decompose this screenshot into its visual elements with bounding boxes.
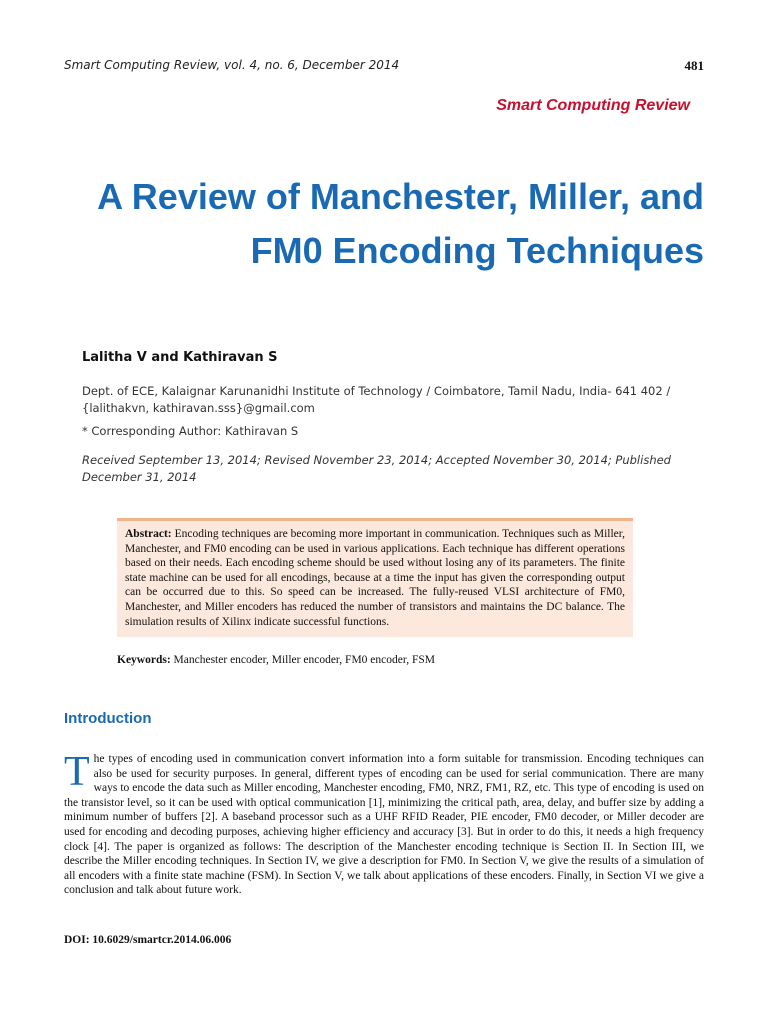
doi: DOI: 10.6029/smartcr.2014.06.006 xyxy=(64,934,232,946)
page-number: 481 xyxy=(684,58,704,73)
keywords-label: Keywords: xyxy=(117,654,171,666)
abstract-text: Encoding techniques are becoming more important in communication. Techniques such as Miller, Manchester, and FM0 encoding can be used in various applications. Each technique has different operations based on their needs. Each encoding scheme should be used without losing any of its parameters. The finite state machine can be used for all encodings, because at a time the input has given the corresponding output can be occurred due to this. So speed can be increased. The fully-reused VLSI architecture of FM0, Manchester, and Miller encoders has reduced the number of transistors and maintains the DC balance. The simulation results of Xilinx indicate successful functions. xyxy=(125,528,626,628)
publication-dates: Received September 13, 2014; Revised November 23, 2014; Accepted November 30, 2014; Published December 31, 2014 xyxy=(82,453,671,484)
affiliation: Dept. of ECE, Kalaignar Karunanidhi Institute of Technology / Coimbatore, Tamil Nadu, India- 641 402 / {lalithakvn, kathiravan.sss}@gmail.com xyxy=(82,384,671,415)
abstract-box xyxy=(117,518,633,637)
corresponding-author: * Corresponding Author: Kathiravan S xyxy=(82,424,299,438)
authors: Lalitha V and Kathiravan S xyxy=(82,350,278,365)
paper-title: A Review of Manchester, Miller, and FM0 Encoding Techniques xyxy=(97,176,704,271)
keywords xyxy=(117,654,637,666)
drop-cap: T xyxy=(64,749,90,795)
keywords-text: Manchester encoder, Miller encoder, FM0 encoder, FSM xyxy=(173,654,435,666)
journal-mark: Smart Computing Review xyxy=(496,97,690,114)
running-head: Smart Computing Review, vol. 4, no. 6, December 2014 xyxy=(64,58,400,72)
introduction-body xyxy=(64,749,704,898)
introduction-text: he types of encoding used in communication convert information into a form suitable for transmission. Encoding techniques can also be used for security purposes. In general, different types of encoding can be used for serial communication. There are many ways to encode the data such as Miller encoding, Manchester encoding, FM0, NRZ, FM1, RZ, etc. This type of encoding is used on the transistor level, so it can be used with optical communication [1], minimizing the critical path, area, delay, and buffer size by adding a minimum number of buffers [2]. A baseband processor such as a UHF RFID Reader, PIE encoder, FM0 decoder, or Miller decoder are used for encoding and decoding purposes, achieving higher efficiency and accuracy [3]. But in order to do this, it needs a high frequency clock [4]. The paper is organized as follows: The description of the Manchester encoding technique is Section II. In Section III, we describe the Miller encoding techniques. In Section IV, we give a description for FM0. In Section V, we give the results of a simulation of all encoders with a finite state machine (FSM). In Section V, we talk about applications of these encoders. Finally, in Section VI we give a conclusion and talk about future work. xyxy=(64,753,704,897)
abstract-label: Abstract: xyxy=(125,528,172,540)
section-heading-introduction: Introduction xyxy=(64,710,152,727)
